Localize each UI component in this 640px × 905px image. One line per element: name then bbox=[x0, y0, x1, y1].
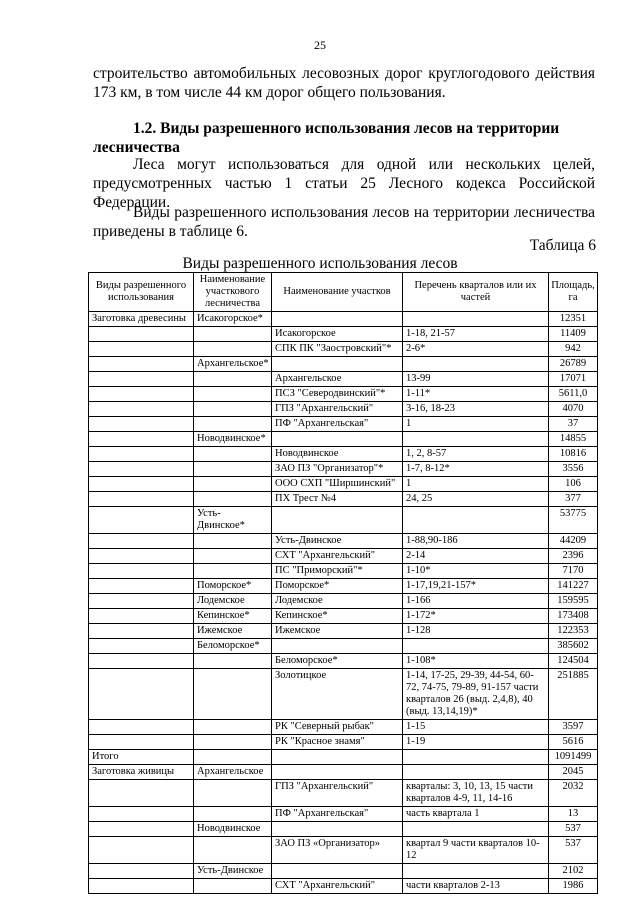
quarters-cell: 1-19 bbox=[403, 735, 549, 750]
plot-cell: Архангельское bbox=[272, 372, 403, 387]
quarters-cell: 1 bbox=[403, 477, 549, 492]
quarters-cell: 1-166 bbox=[403, 594, 549, 609]
area-cell: 1091499 bbox=[549, 750, 598, 765]
area-cell: 141227 bbox=[549, 579, 598, 594]
quarters-cell: часть квартала 1 bbox=[403, 807, 549, 822]
table-row bbox=[89, 822, 598, 837]
plot-cell: Новодвинское bbox=[272, 447, 403, 462]
header-use-type: Виды разрешенного использования bbox=[89, 273, 194, 312]
plot-cell: СХТ "Архангельский" bbox=[272, 549, 403, 564]
plot-cell: РК "Северный рыбак" bbox=[272, 720, 403, 735]
table-row bbox=[89, 624, 598, 639]
plot-cell: ЗАО ПЗ «Организатор» bbox=[272, 837, 403, 864]
area-cell: 3597 bbox=[549, 720, 598, 735]
area-cell: 11409 bbox=[549, 327, 598, 342]
table-row bbox=[89, 864, 598, 879]
forestry-cell: Новодвинское* bbox=[194, 432, 272, 447]
area-cell: 10816 bbox=[549, 447, 598, 462]
plot-cell: Лодемское bbox=[272, 594, 403, 609]
area-cell: 7170 bbox=[549, 564, 598, 579]
quarters-cell bbox=[403, 822, 549, 837]
area-cell: 13 bbox=[549, 807, 598, 822]
area-cell: 537 bbox=[549, 837, 598, 864]
table-row bbox=[89, 594, 598, 609]
forestry-cell: Усть-Двинское bbox=[194, 864, 272, 879]
quarters-cell: 1, 2, 8-57 bbox=[403, 447, 549, 462]
plot-cell: РК "Красное знамя" bbox=[272, 735, 403, 750]
plot-cell bbox=[272, 312, 403, 327]
table-row bbox=[89, 507, 598, 534]
quarters-cell: 1-14, 17-25, 29-39, 44-54, 60-72, 74-75, 79-89, 91-157 части кварталов 26 (выд. 2,4,8), 40 (выд. 13,14,19)* bbox=[403, 669, 549, 720]
area-cell: 122353 bbox=[549, 624, 598, 639]
table-row bbox=[89, 432, 598, 447]
table-row-total bbox=[89, 750, 598, 765]
quarters-cell: 1-108* bbox=[403, 654, 549, 669]
plot-cell: СПК ПК "Заостровский"* bbox=[272, 342, 403, 357]
forestry-cell: Поморское* bbox=[194, 579, 272, 594]
quarters-cell bbox=[403, 864, 549, 879]
table-row bbox=[89, 447, 598, 462]
area-cell: 37 bbox=[549, 417, 598, 432]
plot-cell: ГПЗ "Архангельский" bbox=[272, 780, 403, 807]
area-cell: 17071 bbox=[549, 372, 598, 387]
table-label: Таблица 6 bbox=[529, 237, 596, 254]
page-number: 25 bbox=[314, 38, 326, 52]
plot-cell bbox=[272, 765, 403, 780]
area-cell: 2032 bbox=[549, 780, 598, 807]
table-caption: Виды разрешенного использования лесов bbox=[182, 255, 458, 272]
table-row bbox=[89, 549, 598, 564]
quarters-cell: 1-172* bbox=[403, 609, 549, 624]
use-type-cell: Заготовка живицы bbox=[89, 765, 194, 780]
quarters-cell bbox=[403, 639, 549, 654]
header-plot: Наименование участков bbox=[272, 273, 403, 312]
plot-cell: Золотицкое bbox=[272, 669, 403, 720]
paragraph-forest-use: Леса могут использоваться для одной или нескольких целей, предусмотренных частью 1 статьи 25 Лесного кодекса Российской Федерации. bbox=[93, 156, 595, 211]
section-number: 1.2. bbox=[133, 120, 157, 137]
table-row bbox=[89, 654, 598, 669]
area-cell: 12351 bbox=[549, 312, 598, 327]
forestry-cell: Усть-Двинское* bbox=[194, 507, 272, 534]
table-row bbox=[89, 534, 598, 549]
section-title: Виды разрешенного использования лесов на территории лесничества bbox=[93, 120, 560, 156]
quarters-cell bbox=[403, 750, 549, 765]
area-cell: 106 bbox=[549, 477, 598, 492]
table-row bbox=[89, 609, 598, 624]
quarters-cell: 2-6* bbox=[403, 342, 549, 357]
table-row bbox=[89, 564, 598, 579]
total-label: Итого bbox=[89, 750, 194, 765]
plot-cell: ПСЗ "Северодвинский"* bbox=[272, 387, 403, 402]
plot-cell: СХТ "Архангельский" bbox=[272, 879, 403, 894]
plot-cell: Ижемское bbox=[272, 624, 403, 639]
table-row bbox=[89, 669, 598, 720]
paragraph-table-reference: Виды разрешенного использования лесов на территории лесничества приведены в таблице 6. bbox=[93, 204, 595, 240]
table-row bbox=[89, 765, 598, 780]
table-row bbox=[89, 342, 598, 357]
table-row bbox=[89, 372, 598, 387]
area-cell: 53775 bbox=[549, 507, 598, 534]
quarters-cell: 1-15 bbox=[403, 720, 549, 735]
quarters-cell bbox=[403, 357, 549, 372]
plot-cell: Усть-Двинское bbox=[272, 534, 403, 549]
forestry-cell: Новодвинское bbox=[194, 822, 272, 837]
plot-cell bbox=[272, 357, 403, 372]
table-row bbox=[89, 735, 598, 750]
plot-cell: Беломорское* bbox=[272, 654, 403, 669]
table-row bbox=[89, 492, 598, 507]
plot-cell bbox=[272, 750, 403, 765]
header-forestry: Наименование участкового лесничества bbox=[194, 273, 272, 312]
plot-cell: Исакогорское bbox=[272, 327, 403, 342]
quarters-cell bbox=[403, 765, 549, 780]
area-cell: 26789 bbox=[549, 357, 598, 372]
table-row bbox=[89, 720, 598, 735]
table-row bbox=[89, 357, 598, 372]
area-cell: 44209 bbox=[549, 534, 598, 549]
quarters-cell: 1-10* bbox=[403, 564, 549, 579]
table-row bbox=[89, 417, 598, 432]
plot-cell: ЗАО ПЗ "Организатор"* bbox=[272, 462, 403, 477]
table-row bbox=[89, 579, 598, 594]
table-row bbox=[89, 387, 598, 402]
table-row bbox=[89, 402, 598, 417]
table-row bbox=[89, 879, 598, 894]
area-cell: 14855 bbox=[549, 432, 598, 447]
header-area: Площадь, га bbox=[549, 273, 598, 312]
table-row bbox=[89, 312, 598, 327]
quarters-cell: 1-11* bbox=[403, 387, 549, 402]
header-quarters: Перечень кварталов или их частей bbox=[403, 273, 549, 312]
area-cell: 4070 bbox=[549, 402, 598, 417]
quarters-cell: 1-88,90-186 bbox=[403, 534, 549, 549]
area-cell: 5616 bbox=[549, 735, 598, 750]
table-row bbox=[89, 780, 598, 807]
area-cell: 1986 bbox=[549, 879, 598, 894]
quarters-cell: 1-128 bbox=[403, 624, 549, 639]
plot-cell bbox=[272, 639, 403, 654]
section-heading bbox=[93, 119, 595, 157]
plot-cell: Поморское* bbox=[272, 579, 403, 594]
forest-use-table bbox=[88, 272, 598, 894]
area-cell: 377 bbox=[549, 492, 598, 507]
quarters-cell: 13-99 bbox=[403, 372, 549, 387]
plot-cell: ПС "Приморский"* bbox=[272, 564, 403, 579]
quarters-cell: части кварталов 2-13 bbox=[403, 879, 549, 894]
area-cell: 124504 bbox=[549, 654, 598, 669]
table-row bbox=[89, 639, 598, 654]
plot-cell bbox=[272, 507, 403, 534]
area-cell: 159595 bbox=[549, 594, 598, 609]
area-cell: 2396 bbox=[549, 549, 598, 564]
plot-cell: Кепинское* bbox=[272, 609, 403, 624]
quarters-cell bbox=[403, 507, 549, 534]
plot-cell: ПХ Трест №4 bbox=[272, 492, 403, 507]
area-cell: 5611,0 bbox=[549, 387, 598, 402]
quarters-cell: 24, 25 bbox=[403, 492, 549, 507]
table-row bbox=[89, 477, 598, 492]
quarters-cell: 1-17,19,21-157* bbox=[403, 579, 549, 594]
quarters-cell: 1 bbox=[403, 417, 549, 432]
table-row bbox=[89, 807, 598, 822]
plot-cell: ПФ "Архангельская" bbox=[272, 807, 403, 822]
quarters-cell bbox=[403, 432, 549, 447]
forestry-cell: Исакогорское* bbox=[194, 312, 272, 327]
plot-cell bbox=[272, 432, 403, 447]
quarters-cell: 2-14 bbox=[403, 549, 549, 564]
plot-cell: ПФ "Архангельская" bbox=[272, 417, 403, 432]
table-header-row bbox=[89, 273, 598, 312]
quarters-cell: кварталы: 3, 10, 13, 15 части кварталов 4-9, 11, 14-16 bbox=[403, 780, 549, 807]
use-type-cell: Заготовка древесины bbox=[89, 312, 194, 327]
quarters-cell: 1-18, 21-57 bbox=[403, 327, 549, 342]
forestry-cell: Архангельское bbox=[194, 765, 272, 780]
forestry-cell: Лодемское bbox=[194, 594, 272, 609]
area-cell: 385602 bbox=[549, 639, 598, 654]
quarters-cell bbox=[403, 312, 549, 327]
plot-cell: ООО СХП "Ширшинский" bbox=[272, 477, 403, 492]
forestry-cell: Кепинское* bbox=[194, 609, 272, 624]
forestry-cell: Беломорское* bbox=[194, 639, 272, 654]
quarters-cell: 1-7, 8-12* bbox=[403, 462, 549, 477]
area-cell: 251885 bbox=[549, 669, 598, 720]
plot-cell bbox=[272, 822, 403, 837]
quarters-cell: квартал 9 части кварталов 10-12 bbox=[403, 837, 549, 864]
area-cell: 537 bbox=[549, 822, 598, 837]
forestry-cell: Ижемское bbox=[194, 624, 272, 639]
plot-cell bbox=[272, 864, 403, 879]
table-row bbox=[89, 837, 598, 864]
area-cell: 3556 bbox=[549, 462, 598, 477]
paragraph-road-construction: строительство автомобильных лесовозных дорог круглогодового действия 173 км, в том числе 44 км дорог общего пользования. bbox=[93, 65, 595, 101]
area-cell: 2102 bbox=[549, 864, 598, 879]
quarters-cell: 3-16, 18-23 bbox=[403, 402, 549, 417]
area-cell: 173408 bbox=[549, 609, 598, 624]
table-row bbox=[89, 327, 598, 342]
plot-cell: ГПЗ "Архангельский" bbox=[272, 402, 403, 417]
forestry-cell: Архангельское* bbox=[194, 357, 272, 372]
area-cell: 942 bbox=[549, 342, 598, 357]
table-row bbox=[89, 462, 598, 477]
area-cell: 2045 bbox=[549, 765, 598, 780]
